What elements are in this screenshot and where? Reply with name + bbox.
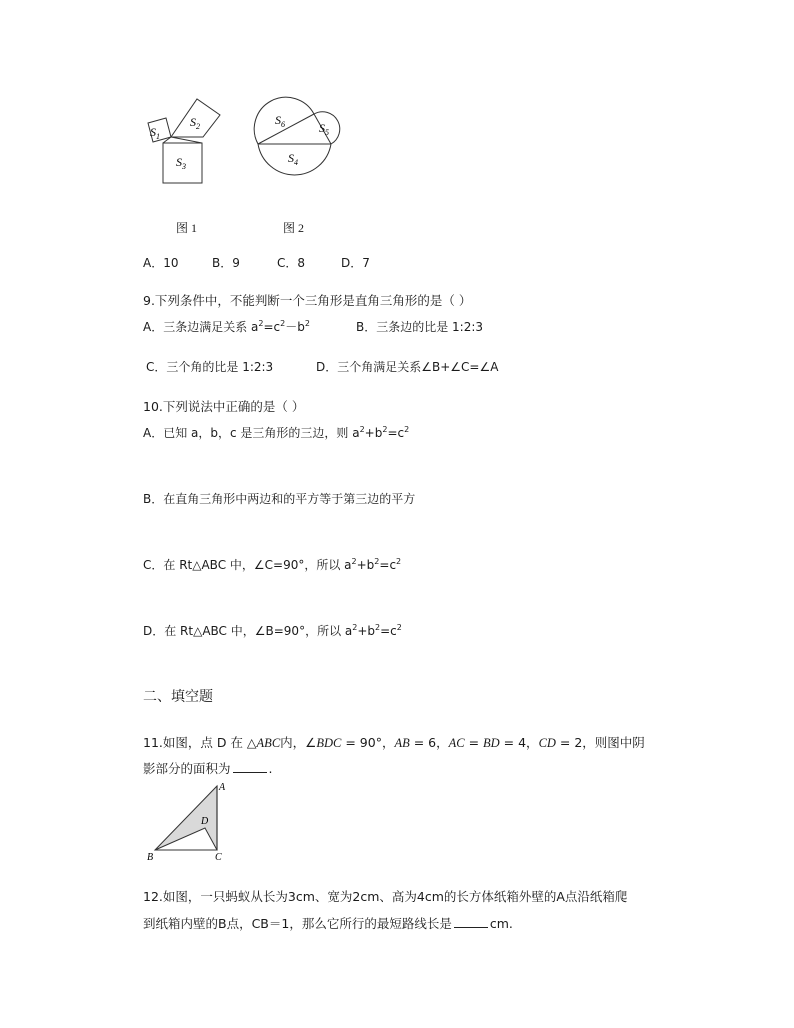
label-s6: $S_6$ bbox=[275, 113, 285, 129]
figure-1-caption: 图 1 bbox=[176, 221, 198, 235]
label-s1: $S_1$ bbox=[150, 125, 160, 141]
q8-option-b: B．9 bbox=[212, 256, 240, 270]
q9-option-b: B．三条边的比是 1:2:3 bbox=[356, 320, 484, 334]
label-s4: $S_4$ bbox=[288, 151, 298, 167]
q11-line-1: 11.如图，点 D 在 △ABC内，∠BDC = 90°，AB = 6，AC = BD = 4，CD = 2，则图中阴 bbox=[143, 735, 645, 750]
q10-option-b: B．在直角三角形中两边和的平方等于第三边的平方 bbox=[143, 492, 416, 506]
q10-stem: 10.下列说法中正确的是（ ） bbox=[143, 399, 305, 414]
vertex-a: A bbox=[219, 782, 226, 793]
q12-line-1: 12.如图，一只蚂蚁从长为3cm、宽为2cm、高为4cm的长方体纸箱外壁的A点沿纸箱爬 bbox=[143, 889, 628, 904]
q9-option-c: C．三个角的比是 1:2:3 bbox=[146, 360, 274, 374]
label-s2: $S_2$ bbox=[190, 115, 200, 131]
label-s3: $S_3$ bbox=[176, 155, 186, 171]
q10-option-a: A．已知 a，b，c 是三角形的三边，则 $a^2+b^2=c^2$ bbox=[143, 425, 410, 440]
answer-blank bbox=[454, 917, 488, 928]
q8-option-d: D．7 bbox=[341, 256, 370, 270]
answer-blank bbox=[233, 762, 267, 773]
q10-option-d: D．在 Rt△ABC 中，∠B=90°，所以 $a^2+b^2=c^2$ bbox=[143, 623, 402, 638]
q10-option-c: C．在 Rt△ABC 中，∠C=90°，所以 $a^2+b^2=c^2$ bbox=[143, 557, 402, 572]
figure-2-semicircles bbox=[246, 96, 346, 188]
figure-2-caption: 图 2 bbox=[283, 221, 305, 235]
vertex-d: D bbox=[201, 816, 209, 827]
q9-option-a: A．三条边满足关系 $a^2=c^2-b^2$ bbox=[143, 319, 310, 334]
section-title: 二、填空题 bbox=[143, 689, 213, 705]
q11-line-2: 影部分的面积为 . bbox=[143, 761, 273, 776]
q8-option-a: A．10 bbox=[143, 256, 179, 270]
label-s5: $S_5$ bbox=[319, 121, 329, 137]
q9-option-d: D．三个角满足关系∠B+∠C=∠A bbox=[316, 360, 499, 374]
figure-1-squares bbox=[140, 96, 230, 188]
q8-option-c: C．8 bbox=[277, 256, 306, 270]
q9-stem: 9.下列条件中，不能判断一个三角形是直角三角形的是（ ） bbox=[143, 293, 472, 308]
q12-line-2: 到纸箱内壁的B点，CB＝1，那么它所行的最短路线长是 cm. bbox=[143, 916, 513, 931]
vertex-c: C bbox=[215, 852, 222, 863]
q11-triangle-figure bbox=[145, 780, 235, 864]
vertex-b: B bbox=[147, 852, 154, 863]
